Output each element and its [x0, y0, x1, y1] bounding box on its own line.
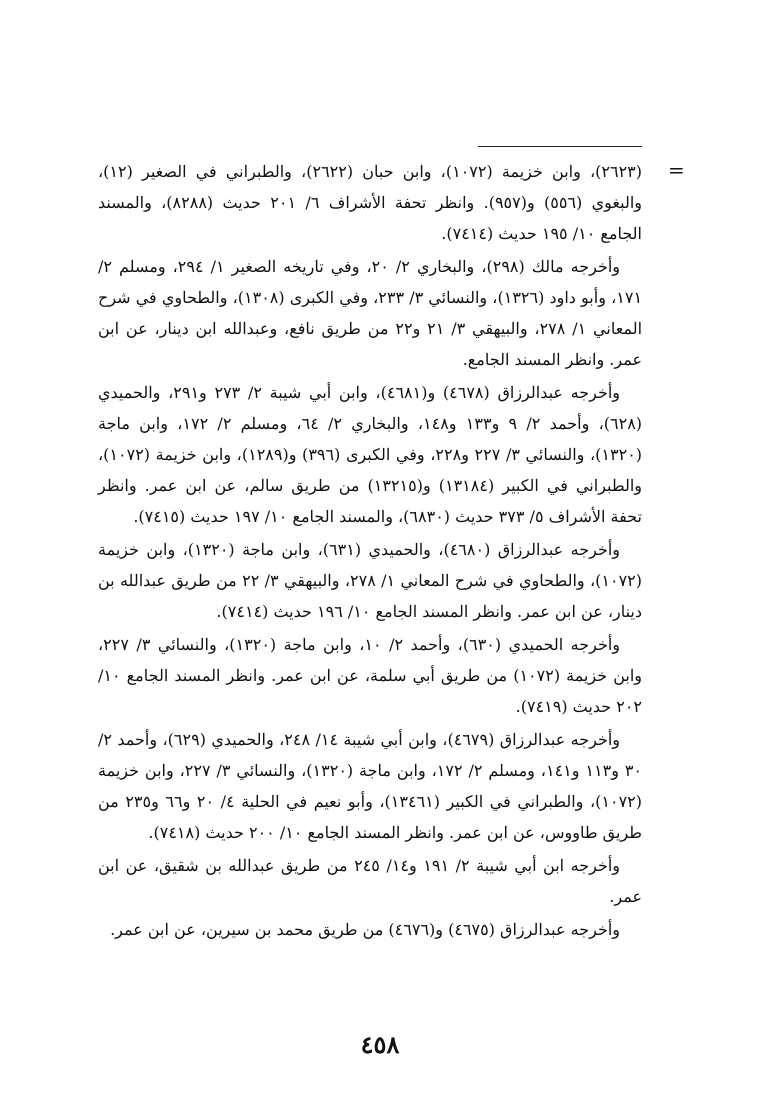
footnote-paragraph: وأخرجه عبدالرزاق (٤٦٧٩)، وابن أبي شيبة ١٤/ ٢٤٨، والحميدي (٦٢٩)، وأحمد ٢/ ٣٠ و١١٣ و١٤١، ومسلم ٢/ ١٧٢، وابن ماجة (١٣٢٠)، والنسائي ٣/ ٢٢٧، وابن خزيمة (١٠٧٢)، والطبراني في الكبير (١٣٤٦١)، وأبو نعيم في الحلية ٤/ ٢٠ و٦٦ و٢٣٥ من طريق طاووس، عن ابن عمر. وانظر المسند الجامع ١٠/ ٢٠٠ حديث (٧٤١٨).	[98, 730, 643, 842]
footnote-paragraph: وأخرجه ابن أبي شيبة ٢/ ١٩١ و١٤/ ٢٤٥ من طريق عبدالله بن شقيق، عن ابن عمر.	[98, 856, 642, 906]
footnote-paragraph: وأخرجه عبدالرزاق (٤٦٧٥) و(٤٦٧٦) من طريق محمد بن سيرين، عن ابن عمر.	[110, 920, 620, 939]
continuation-mark: =	[668, 158, 685, 182]
footnote-paragraph: وأخرجه عبدالرزاق (٤٦٨٠)، والحميدي (٦٣١)، وابن ماجة (١٣٢٠)، وابن خزيمة (١٠٧٢)، والطحاوي في شرح المعاني ١/ ٢٧٨، والبيهقي ٣/ ٢٢ من طريق عبدالله بن دينار، عن ابن عمر. وانظر المسند الجامع ١٠/ ١٩٦ حديث (٧٤١٤).	[98, 540, 643, 621]
footnote-separator-rule	[478, 146, 642, 147]
footnote-block	[98, 156, 642, 947]
footnote-paragraph: وأخرجه مالك (٢٩٨)، والبخاري ٢/ ٢٠، وفي تاريخه الصغير ١/ ٢٩٤، ومسلم ٢/ ١٧١، وأبو داود (١٣٢٦)، والنسائي ٣/ ٢٣٣، وفي الكبرى (١٣٠٨)، والطحاوي في شرح المعاني ١/ ٢٧٨، والبيهقي ٣/ ٢١ و٢٢ من طريق نافع، وعبدالله ابن دينار، عن ابن عمر. وانظر المسند الجامع.	[98, 257, 643, 369]
footnote-paragraph: وأخرجه عبدالرزاق (٤٦٧٨) و(٤٦٨١)، وابن أبي شيبة ٢/ ٢٧٣ و٢٩١، والحميدي (٦٢٨)، وأحمد ٢/ ٩ و١٣٣ و١٤٨، والبخاري ٢/ ٦٤، ومسلم ٢/ ١٧٢، وابن ماجة (١٣٢٠)، والنسائي ٣/ ٢٢٧ و٢٢٨، وفي الكبرى (٣٩٦) و(١٢٨٩)، وابن خزيمة (١٠٧٢)، والطبراني في الكبير (١٣١٨٤) و(١٣٢١٥) من طريق سالم، عن ابن عمر. وانظر تحفة الأشراف ٥/ ٣٧٣ حديث (٦٨٣٠)، والمسند الجامع ١٠/ ١٩٧ حديث (٧٤١٥).	[98, 383, 643, 526]
footnote-paragraph: (٢٦٢٣)، وابن خزيمة (١٠٧٢)، وابن حبان (٢٦٢٢)، والطبراني في الصغير (١٢)، والبغوي (٥٥٦) و(٩٥٧). وانظر تحفة الأشراف ٦/ ٢٠١ حديث (٨٢٨٨)، والمسند الجامع ١٠/ ١٩٥ حديث (٧٤١٤).	[98, 162, 643, 243]
page-number: ٤٥٨	[360, 1030, 400, 1059]
footnote-paragraph: وأخرجه الحميدي (٦٣٠)، وأحمد ٢/ ١٠، وابن ماجة (١٣٢٠)، والنسائي ٣/ ٢٢٧، وابن خزيمة (١٠٧٢) من طريق أبي سلمة، عن ابن عمر. وانظر المسند الجامع ١٠/ ٢٠٢ حديث (٧٤١٩).	[98, 635, 643, 716]
